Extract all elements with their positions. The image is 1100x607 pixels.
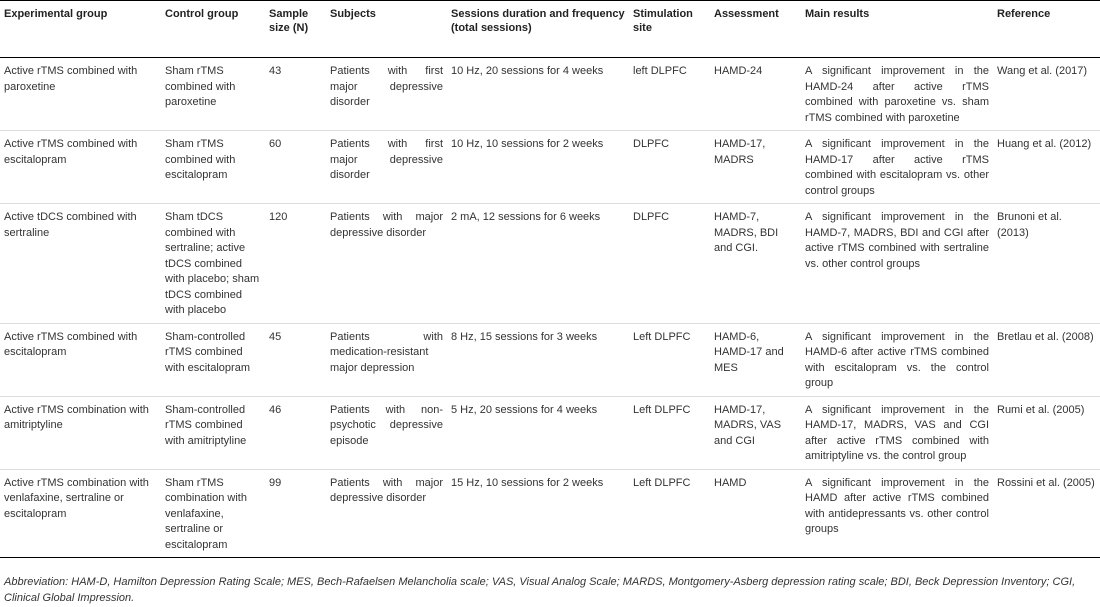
cell-site: Left DLPFC (629, 469, 710, 558)
cell-assessment: HAMD-17, MADRS, VAS and CGI (710, 396, 801, 469)
cell-site: Left DLPFC (629, 396, 710, 469)
cell-sessions: 5 Hz, 20 sessions for 4 weeks (447, 396, 629, 469)
cell-subjects: Patients with first major depressive disorder (326, 131, 447, 204)
cell-assessment: HAMD-24 (710, 58, 801, 131)
cell-main-results: A significant improvement in the HAMD-24 after active rTMS combined with paroxetine vs. sham rTMS combined with paroxetine (801, 58, 993, 131)
table-row (0, 323, 1100, 396)
cell-reference: Brunoni et al. (2013) (993, 204, 1100, 324)
cell-sample-size: 120 (265, 204, 326, 324)
cell-experimental-group: Active rTMS combined with escitalopram (0, 131, 161, 204)
table-row (0, 58, 1100, 131)
cell-experimental-group: Active rTMS combined with paroxetine (0, 58, 161, 131)
cell-assessment: HAMD-6, HAMD-17 and MES (710, 323, 801, 396)
table-footnote: Abbreviation: HAM-D, Hamilton Depression Rating Scale; MES, Bech-Rafaelsen Melancholia scale; VAS, Visual Analog Scale; MARDS, Montgomery-Asberg depression rating scale; BDI, Beck Depression Inventory; CGI, Clinical Global Impression. (4, 576, 1076, 604)
cell-main-results: A significant improvement in the HAMD-17, MADRS, VAS and CGI after active rTMS combined with amitriptyline vs. the control group (801, 396, 993, 469)
cell-assessment: HAMD-7, MADRS, BDI and CGI. (710, 204, 801, 324)
cell-site: Left DLPFC (629, 323, 710, 396)
cell-sessions: 15 Hz, 10 sessions for 2 weeks (447, 469, 629, 558)
header-assessment: Assessment (710, 1, 801, 58)
header-subjects: Subjects (326, 1, 447, 58)
table-row (0, 131, 1100, 204)
cell-subjects: Patients with medication-resistant major depression (326, 323, 447, 396)
cell-reference: Wang et al. (2017) (993, 58, 1100, 131)
cell-site: left DLPFC (629, 58, 710, 131)
cell-sessions: 8 Hz, 15 sessions for 3 weeks (447, 323, 629, 396)
header-sample-size: Sample size (N) (265, 1, 326, 58)
cell-main-results: A significant improvement in the HAMD-17 after active rTMS combined with escitalopram vs. other control groups (801, 131, 993, 204)
header-experimental-group: Experimental group (0, 1, 161, 58)
cell-subjects: Patients with major depressive disorder (326, 204, 447, 324)
cell-control-group: Sham rTMS combined with escitalopram (161, 131, 265, 204)
header-control-group: Control group (161, 1, 265, 58)
cell-experimental-group: Active rTMS combination with amitriptyline (0, 396, 161, 469)
table-row (0, 204, 1100, 324)
cell-sessions: 10 Hz, 20 sessions for 4 weeks (447, 58, 629, 131)
cell-main-results: A significant improvement in the HAMD after active rTMS combined with antidepressants vs. other control groups (801, 469, 993, 558)
cell-control-group: Sham rTMS combination with venlafaxine, sertraline or escitalopram (161, 469, 265, 558)
cell-assessment: HAMD (710, 469, 801, 558)
cell-subjects: Patients with first major depressive disorder (326, 58, 447, 131)
cell-control-group: Sham tDCS combined with sertraline; active tDCS combined with placebo; sham tDCS combined with placebo (161, 204, 265, 324)
cell-sample-size: 99 (265, 469, 326, 558)
cell-control-group: Sham rTMS combined with paroxetine (161, 58, 265, 131)
cell-site: DLPFC (629, 131, 710, 204)
cell-reference: Rossini et al. (2005) (993, 469, 1100, 558)
table-row (0, 469, 1100, 558)
cell-reference: Rumi et al. (2005) (993, 396, 1100, 469)
cell-experimental-group: Active rTMS combination with venlafaxine, sertraline or escitalopram (0, 469, 161, 558)
cell-main-results: A significant improvement in the HAMD-6 after active rTMS combined with escitalopram vs. the control group (801, 323, 993, 396)
cell-experimental-group: Active tDCS combined with sertraline (0, 204, 161, 324)
header-stimulation-site: Stimulation site (629, 1, 710, 58)
cell-main-results: A significant improvement in the HAMD-7, MADRS, BDI and CGI after active rTMS combined with sertraline vs. other control groups (801, 204, 993, 324)
cell-site: DLPFC (629, 204, 710, 324)
cell-experimental-group: Active rTMS combined with escitalopram (0, 323, 161, 396)
cell-control-group: Sham-controlled rTMS combined with amitriptyline (161, 396, 265, 469)
header-sessions: Sessions duration and frequency (total sessions) (447, 1, 629, 58)
cell-sample-size: 60 (265, 131, 326, 204)
cell-sample-size: 46 (265, 396, 326, 469)
cell-subjects: Patients with non-psychotic depressive episode (326, 396, 447, 469)
header-row (0, 1, 1100, 58)
cell-sample-size: 45 (265, 323, 326, 396)
cell-subjects: Patients with major depressive disorder (326, 469, 447, 558)
cell-reference: Bretlau et al. (2008) (993, 323, 1100, 396)
cell-assessment: HAMD-17, MADRS (710, 131, 801, 204)
cell-control-group: Sham-controlled rTMS combined with escitalopram (161, 323, 265, 396)
header-reference: Reference (993, 1, 1100, 58)
header-main-results: Main results (801, 1, 993, 58)
cell-sessions: 10 Hz, 10 sessions for 2 weeks (447, 131, 629, 204)
cell-sessions: 2 mA, 12 sessions for 6 weeks (447, 204, 629, 324)
table-row (0, 396, 1100, 469)
cell-reference: Huang et al. (2012) (993, 131, 1100, 204)
cell-sample-size: 43 (265, 58, 326, 131)
